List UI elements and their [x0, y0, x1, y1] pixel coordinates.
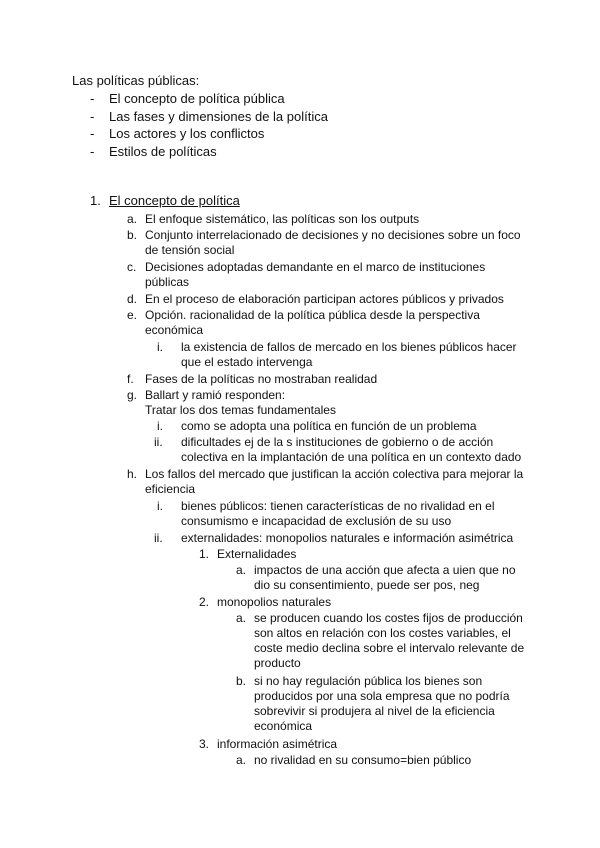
item-text: públicas — [145, 275, 190, 289]
subitem-text: que el estado intervenga — [181, 355, 313, 369]
subitem-text: bienes públicos: tienen características de no rivalidad en el — [181, 499, 495, 513]
level5-text: impactos de una acción que afecta a uien que no — [254, 563, 516, 577]
bullet-marker: - — [90, 91, 95, 106]
subitem-text: consumismo e incapacidad de exclusión de su uso — [181, 514, 452, 528]
level5-marker: a. — [236, 753, 247, 767]
level4-marker: 1. — [199, 547, 210, 561]
intro-bullet: El concepto de política pública — [109, 91, 285, 106]
level5-marker: b. — [236, 674, 247, 688]
item-text: El enfoque sistemático, las políticas son los outputs — [145, 212, 420, 226]
level5-text: producidos por una sola empresa que no podría — [254, 689, 510, 703]
level5-text: son altos en relación con los costes variables, el — [254, 626, 511, 640]
level4-text: Externalidades — [217, 547, 297, 561]
item-text: Tratar los dos temas fundamentales — [145, 403, 336, 417]
level5-marker: a. — [236, 563, 247, 577]
level5-text: no rivalidad en su consumo=bien público — [254, 753, 472, 767]
item-marker: g. — [127, 388, 138, 402]
item-text: económica — [145, 323, 204, 337]
section-number: 1. — [90, 193, 101, 208]
bullet-marker: - — [90, 109, 95, 124]
item-marker: a. — [127, 212, 138, 226]
intro-bullet: Las fases y dimensiones de la política — [109, 109, 328, 124]
level5-marker: a. — [236, 611, 247, 625]
level5-text: coste medio declina sobre el intervalo relevante de — [254, 641, 525, 655]
subitem-marker: ii. — [154, 435, 163, 449]
item-text: Decisiones adoptadas demandante en el marco de instituciones — [145, 260, 486, 274]
item-text: En el proceso de elaboración participan actores públicos y privados — [145, 292, 504, 306]
item-text: Los fallos del mercado que justifican la acción colectiva para mejorar la — [145, 467, 524, 481]
item-marker: d. — [127, 292, 138, 306]
level5-text: si no hay regulación pública los bienes son — [254, 674, 483, 688]
level5-text: producto — [254, 656, 301, 670]
item-marker: b. — [127, 228, 138, 242]
item-text: Conjunto interrelacionado de decisiones y no decisiones sobre un foco — [145, 228, 521, 242]
level4-text: monopolios naturales — [217, 595, 332, 609]
item-marker: e. — [127, 308, 138, 322]
section-heading: El concepto de política — [109, 193, 240, 208]
subitem-text: como se adopta una política en función de un problema — [181, 419, 477, 433]
intro-title: Las políticas públicas: — [72, 73, 200, 88]
item-text: Opción. racionalidad de la política pública desde la perspectiva — [145, 308, 480, 322]
item-marker: c. — [127, 260, 137, 274]
level4-marker: 3. — [199, 737, 210, 751]
item-text: eficiencia — [145, 482, 196, 496]
item-text: de tensión social — [145, 243, 235, 257]
intro-bullet: Los actores y los conflictos — [109, 126, 265, 141]
intro-bullet: Estilos de políticas — [109, 144, 217, 159]
subitem-text: dificultades ej de la s instituciones de gobierno o de acción — [181, 435, 494, 449]
item-text: Fases de la políticas no mostraban realidad — [145, 372, 378, 386]
subitem-marker: i. — [157, 499, 163, 513]
subitem-text: externalidades: monopolios naturales e información asimétrica — [181, 531, 514, 545]
item-marker: h. — [127, 467, 138, 481]
level4-marker: 2. — [199, 595, 210, 609]
subitem-text: colectiva en la implantación de una política en un contexto dado — [181, 450, 522, 464]
level5-text: sobrevivir si produjera al nivel de la eficiencia — [254, 704, 495, 718]
subitem-marker: i. — [157, 419, 163, 433]
subitem-text: la existencia de fallos de mercado en los bienes públicos hacer — [181, 340, 517, 354]
bullet-marker: - — [90, 126, 95, 141]
subitem-marker: i. — [157, 340, 163, 354]
level5-text: se producen cuando los costes fijos de producción — [254, 611, 523, 625]
item-text: Ballart y ramió responden: — [145, 388, 286, 402]
level5-text: dio su consentimiento, puede ser pos, neg — [254, 578, 480, 592]
level4-text: información asimétrica — [217, 737, 338, 751]
bullet-marker: - — [90, 144, 95, 159]
subitem-marker: ii. — [154, 531, 163, 545]
item-marker: f. — [127, 372, 134, 386]
level5-text: económica — [254, 719, 313, 733]
